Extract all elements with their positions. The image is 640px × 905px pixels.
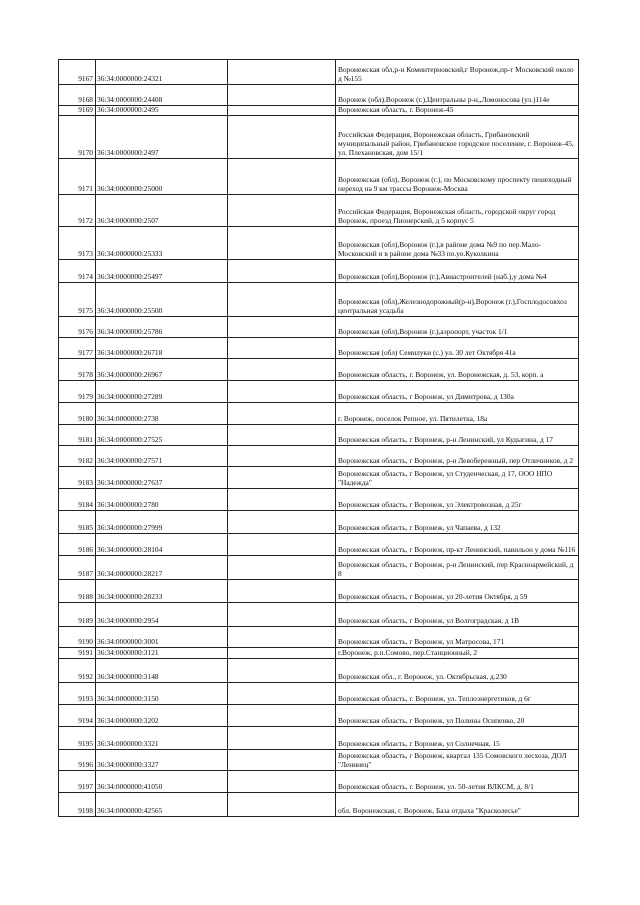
table-row — [59, 683, 579, 705]
empty-cell — [228, 317, 336, 338]
row-number: 9198 — [59, 793, 96, 817]
row-number: 9188 — [59, 580, 96, 603]
table-row — [59, 489, 579, 511]
cadastral-number: 36:34:0000000:3148 — [96, 659, 228, 683]
empty-cell — [228, 648, 336, 659]
empty-cell — [228, 260, 336, 283]
table-row — [59, 556, 579, 580]
row-number: 9177 — [59, 338, 96, 359]
address-cell: Воронежская область, г Воронеж, квартал 135 Сомовского лесхоза, ДОЛ "Ленинец" — [336, 750, 579, 771]
address-cell: Воронеж (обл).Воронеж (г.),Центральны р-н,,Ломоносова (ул.)114е — [336, 85, 579, 106]
empty-cell — [228, 489, 336, 511]
empty-cell — [228, 227, 336, 260]
empty-cell — [228, 771, 336, 793]
cadastral-number: 36:34:0000000:3202 — [96, 705, 228, 727]
cadastral-number: 36:34:0000000:27525 — [96, 425, 228, 446]
empty-cell — [228, 381, 336, 403]
cadastral-number: 36:34:0000000:28104 — [96, 534, 228, 556]
row-number: 9195 — [59, 727, 96, 750]
cadastral-number: 36:34:0000000:3150 — [96, 683, 228, 705]
row-number: 9175 — [59, 283, 96, 317]
cadastral-number: 36:34:0000000:3121 — [96, 648, 228, 659]
table-row — [59, 116, 579, 159]
row-number: 9197 — [59, 771, 96, 793]
row-number: 9185 — [59, 511, 96, 534]
empty-cell — [228, 425, 336, 446]
address-cell: Воронежская область, г Воронеж, ул Волгоградская, д 1В — [336, 603, 579, 627]
table-row — [59, 227, 579, 260]
cadastral-number: 36:34:0000000:27571 — [96, 446, 228, 467]
table-row — [59, 603, 579, 627]
row-number: 9181 — [59, 425, 96, 446]
address-cell: Воронежская область, г Воронеж, ул Матросова, 171 — [336, 627, 579, 648]
cadastral-number: 36:34:0000000:25000 — [96, 159, 228, 195]
table-row — [59, 705, 579, 727]
table-row — [59, 446, 579, 467]
address-cell: Воронежская область, г Воронеж, ул Димитрова, д 130а — [336, 381, 579, 403]
cadastral-number: 36:34:0000000:27637 — [96, 467, 228, 489]
table-row — [59, 381, 579, 403]
table-row — [59, 85, 579, 106]
table-row — [59, 106, 579, 116]
address-cell: Воронежская (обл),Воронеж (г.),Авиастроителей (наб.),у дома №4 — [336, 260, 579, 283]
row-number: 9191 — [59, 648, 96, 659]
row-number: 9172 — [59, 195, 96, 227]
table-row — [59, 317, 579, 338]
table-row — [59, 659, 579, 683]
address-cell: Воронежская область, г Воронеж, ул Солнечная, 15 — [336, 727, 579, 750]
cadastral-number: 36:34:0000000:42565 — [96, 793, 228, 817]
table-row — [59, 359, 579, 381]
empty-cell — [228, 359, 336, 381]
address-cell: Воронежская область, г Воронеж, р-н Ленинский, ул Кудыгина, д 17 — [336, 425, 579, 446]
address-cell: обл. Воронежская, г. Воронеж, База отдыха "Красколесье" — [336, 793, 579, 817]
table-row — [59, 467, 579, 489]
table-row — [59, 260, 579, 283]
empty-cell — [228, 159, 336, 195]
cadastral-number: 36:34:0000000:41050 — [96, 771, 228, 793]
row-number: 9178 — [59, 359, 96, 381]
cadastral-number: 36:34:0000000:2780 — [96, 489, 228, 511]
empty-cell — [228, 116, 336, 159]
cadastral-number: 36:34:0000000:3321 — [96, 727, 228, 750]
empty-cell — [228, 580, 336, 603]
row-number: 9179 — [59, 381, 96, 403]
address-cell: Воронежская обл,р-н Коминтерновский,г Воронеж,пр-т Московский около д №155 — [336, 60, 579, 85]
row-number: 9168 — [59, 85, 96, 106]
address-cell: Воронежская (обл),Железнодорожный(р-н),Воронеж (г.),Госплодосовхоз центральная усадьба — [336, 283, 579, 317]
row-number: 9190 — [59, 627, 96, 648]
empty-cell — [228, 467, 336, 489]
cadastral-number: 36:34:0000000:27999 — [96, 511, 228, 534]
table-row — [59, 793, 579, 817]
address-cell: Воронежская область, г Воронеж, ул Студенческая, д 17, ООО НПО "Надежда" — [336, 467, 579, 489]
empty-cell — [228, 403, 336, 425]
address-cell: Воронежская область, г Воронеж, р-н Ленинский, пер Красноармейский, д 8 — [336, 556, 579, 580]
table-row — [59, 534, 579, 556]
row-number: 9196 — [59, 750, 96, 771]
empty-cell — [228, 446, 336, 467]
table-row — [59, 580, 579, 603]
cadastral-number: 36:34:0000000:24408 — [96, 85, 228, 106]
row-number: 9186 — [59, 534, 96, 556]
address-cell: Воронежская область, г Воронеж, ул 20-летия Октября, д 59 — [336, 580, 579, 603]
table-row — [59, 159, 579, 195]
empty-cell — [228, 793, 336, 817]
address-cell: Воронежская обл., г. Воронеж, ул. Октябрьская, д.230 — [336, 659, 579, 683]
cadastral-number: 36:34:0000000:28233 — [96, 580, 228, 603]
empty-cell — [228, 195, 336, 227]
empty-cell — [228, 627, 336, 648]
row-number: 9192 — [59, 659, 96, 683]
address-cell: Воронежская область, г. Воронеж, ул. 50-летия ВЛКСМ, д. 8/1 — [336, 771, 579, 793]
empty-cell — [228, 85, 336, 106]
table-row — [59, 60, 579, 85]
row-number: 9194 — [59, 705, 96, 727]
cadastral-number: 36:34:0000000:2497 — [96, 116, 228, 159]
row-number: 9180 — [59, 403, 96, 425]
row-number: 9183 — [59, 467, 96, 489]
cadastral-number: 36:34:0000000:2738 — [96, 403, 228, 425]
table-row — [59, 727, 579, 750]
empty-cell — [228, 338, 336, 359]
empty-cell — [228, 106, 336, 116]
cadastral-number: 36:34:0000000:25333 — [96, 227, 228, 260]
address-cell: Российская Федерация, Воронежская область, Грибановский муниципальный район, Грибановское городское поселение, г. Воронеж-45, ул. Плехановская, дом 15/1 — [336, 116, 579, 159]
empty-cell — [228, 511, 336, 534]
empty-cell — [228, 534, 336, 556]
row-number: 9176 — [59, 317, 96, 338]
row-number: 9171 — [59, 159, 96, 195]
cadastral-number: 36:34:0000000:2495 — [96, 106, 228, 116]
address-cell: г. Воронеж, поселок Репное, ул. Пятилетка, 18а — [336, 403, 579, 425]
table-row — [59, 771, 579, 793]
row-number: 9167 — [59, 60, 96, 85]
address-cell: Воронежская (обл), Воронеж (г.), по Московскому проспекту пешеходный переход на 9 км трассы Воронеж-Москва — [336, 159, 579, 195]
address-cell: Воронежская (обл),Воронеж (г.),аэропорт, участок 1/1 — [336, 317, 579, 338]
empty-cell — [228, 603, 336, 627]
empty-cell — [228, 283, 336, 317]
row-number: 9193 — [59, 683, 96, 705]
table-row — [59, 750, 579, 771]
cadastral-number: 36:34:0000000:2954 — [96, 603, 228, 627]
row-number: 9182 — [59, 446, 96, 467]
cadastral-number: 36:34:0000000:24321 — [96, 60, 228, 85]
cadastral-number: 36:34:0000000:25497 — [96, 260, 228, 283]
address-cell: Воронежская область, г Воронеж, ул Полины Осипенко, 20 — [336, 705, 579, 727]
table-row — [59, 403, 579, 425]
table-row — [59, 195, 579, 227]
table-body — [59, 60, 579, 817]
address-cell: Воронежская область, г Воронеж, р-н Левобережный, пер Отличников, д 2 — [336, 446, 579, 467]
cadastral-number: 36:34:0000000:26967 — [96, 359, 228, 381]
table-row — [59, 627, 579, 648]
empty-cell — [228, 750, 336, 771]
address-cell: Воронежская область, г Воронеж, пр-кт Ленинский, павильон у дома №116 — [336, 534, 579, 556]
address-cell: Воронежская (обл),Воронеж (г.),в районе дома №9 по пер.Мало-Московский и в районе дома №33 по.уо.Куколкина — [336, 227, 579, 260]
cadastral-number: 36:34:0000000:27289 — [96, 381, 228, 403]
empty-cell — [228, 705, 336, 727]
row-number: 9174 — [59, 260, 96, 283]
cadastral-number: 36:34:0000000:3001 — [96, 627, 228, 648]
row-number: 9187 — [59, 556, 96, 580]
cadastral-number: 36:34:0000000:3327 — [96, 750, 228, 771]
cadastral-number: 36:34:0000000:28217 — [96, 556, 228, 580]
address-cell: Воронежская область, г. Воронеж, ул. Воронежская, д. 53, корп. а — [336, 359, 579, 381]
table-row — [59, 283, 579, 317]
empty-cell — [228, 556, 336, 580]
address-cell: г.Воронеж, р.п.Сомово, пер.Станционный, 2 — [336, 648, 579, 659]
address-cell: Воронежская область, г. Воронеж, ул. Теплоэнергетиков, д 6г — [336, 683, 579, 705]
address-cell: Российская Федерация, Воронежская область, городской округ город Воронеж, проезд Пионерский, д 5 корпус 5 — [336, 195, 579, 227]
empty-cell — [228, 659, 336, 683]
row-number: 9169 — [59, 106, 96, 116]
row-number: 9173 — [59, 227, 96, 260]
row-number: 9189 — [59, 603, 96, 627]
data-table — [58, 59, 579, 817]
row-number: 9184 — [59, 489, 96, 511]
cadastral-number: 36:34:0000000:26718 — [96, 338, 228, 359]
table-row — [59, 648, 579, 659]
table-row — [59, 338, 579, 359]
empty-cell — [228, 727, 336, 750]
address-cell: Воронежская область, г. Воронеж-45 — [336, 106, 579, 116]
address-cell: Воронежская область, г Воронеж, ул Чапаева, д 132 — [336, 511, 579, 534]
cadastral-number: 36:34:0000000:25500 — [96, 283, 228, 317]
table-row — [59, 511, 579, 534]
empty-cell — [228, 683, 336, 705]
address-cell: Воронежская область, г Воронеж, ул Электровозная, д 25г — [336, 489, 579, 511]
cadastral-number: 36:34:0000000:25786 — [96, 317, 228, 338]
address-cell: Воронежская (обл) Семилуки (с.) ул. 30 лет Октября 41а — [336, 338, 579, 359]
table-row — [59, 425, 579, 446]
cadastral-number: 36:34:0000000:2507 — [96, 195, 228, 227]
row-number: 9170 — [59, 116, 96, 159]
empty-cell — [228, 60, 336, 85]
